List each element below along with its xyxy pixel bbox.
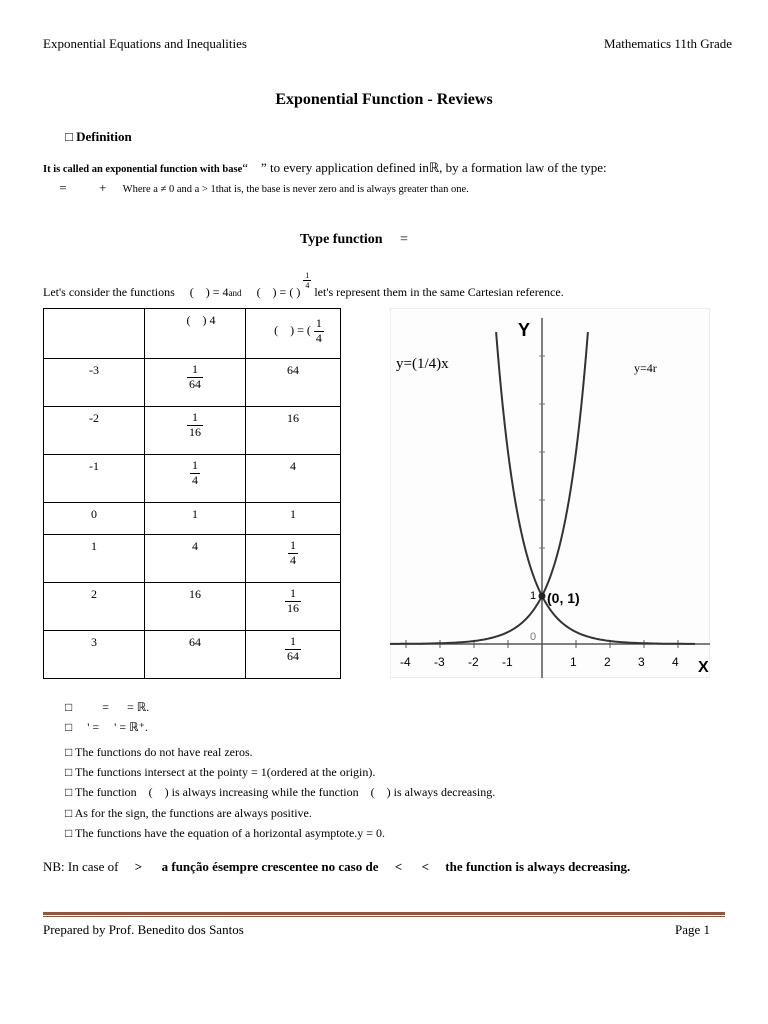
property-item: □ = = ℝ. <box>65 700 150 714</box>
cell-f: 16 <box>145 583 246 631</box>
cell-x: 2 <box>44 583 145 631</box>
property-item: □ As for the sign, the functions are always positive. <box>65 806 312 820</box>
cell-f <box>145 455 246 503</box>
square-bullet-icon: □ <box>65 765 76 779</box>
graph-svg <box>390 308 710 678</box>
cell-x: 0 <box>44 503 145 535</box>
definition-line-2: = + Where a ≠ 0 and a > 1that is, the base is never zero and is always greater than one. <box>43 180 469 195</box>
square-bullet-icon: □ <box>65 720 76 734</box>
definition-line-1: It is called an exponential function with base“ ” to every application defined inℝ, by a formation law of the type: <box>43 160 607 175</box>
header-right: Mathematics 11th Grade <box>603 36 732 51</box>
graph-label-right: y=4r <box>634 361 657 375</box>
square-bullet-icon: □ <box>65 700 76 714</box>
table-row <box>44 455 341 503</box>
cell-f: 64 <box>145 631 246 679</box>
y-tick-one: 1 <box>530 590 537 602</box>
cell-g: 64 <box>246 359 341 407</box>
table-row <box>44 583 341 631</box>
square-bullet-icon: □ <box>65 826 76 840</box>
property-item: □ The functions have the equation of a horizontal asymptote.y = 0. <box>65 826 386 840</box>
intersection-label: (0, 1) <box>547 590 580 606</box>
y-axis-label: Y <box>518 320 531 340</box>
footer-divider-thin <box>43 916 725 917</box>
x-tick-label: 2 <box>604 655 611 669</box>
x-tick-label: -2 <box>468 655 479 669</box>
fraction: $\frac{1}{16}$ <box>189 410 201 439</box>
values-table <box>43 308 341 679</box>
cell-g: 1 <box>246 503 341 535</box>
table-row <box>44 503 341 535</box>
cell-g <box>246 583 341 631</box>
consider-line: Let's consider the functions ( ) = 4and ( ) = ( ) $\frac{1}{4}$ let's represent them in the same Cartesian reference. <box>43 271 564 300</box>
property-item: □ The function ( ) is always increasing while the function ( ) is always decreasing. <box>65 785 496 799</box>
fraction: $\frac{1}{4}$ <box>290 538 296 567</box>
fraction: $\frac{1}{4}$ <box>192 458 198 487</box>
cell-x: 3 <box>44 631 145 679</box>
x-axis-label: X <box>698 659 709 676</box>
x-tick-label: 3 <box>638 655 645 669</box>
fraction: $\frac{1}{64}$ <box>287 634 299 663</box>
cell-g <box>246 535 341 583</box>
fraction: $\frac{1}{16}$ <box>287 586 299 615</box>
cell-f: 4 <box>145 535 246 583</box>
x-tick-label: -1 <box>502 655 513 669</box>
cell-g <box>246 631 341 679</box>
square-bullet-icon: □ <box>65 806 75 820</box>
nb-note: NB: In case of > a função ésempre crescentee no caso de < < the function is always decreasing. <box>43 859 631 874</box>
definition-heading: □ Definition <box>65 129 132 144</box>
header-f: ( ) 4 <box>145 309 246 359</box>
cell-g: 4 <box>246 455 341 503</box>
cell-g: 16 <box>246 407 341 455</box>
x-tick-label: -4 <box>400 655 411 669</box>
x-tick-label: 1 <box>570 655 577 669</box>
origin-label: 0 <box>530 631 537 643</box>
type-function: Type function = <box>300 232 426 247</box>
square-bullet-icon: □ <box>65 785 76 799</box>
page-title: Exponential Function - Reviews <box>275 91 493 108</box>
fraction: $\frac{1}{64}$ <box>189 362 201 391</box>
cell-x: -1 <box>44 455 145 503</box>
table-header-row <box>44 309 341 359</box>
table-row <box>44 359 341 407</box>
intersection-point <box>539 593 546 600</box>
x-tick-label: 4 <box>672 655 679 669</box>
cell-x: 1 <box>44 535 145 583</box>
square-bullet-icon: □ <box>65 129 77 144</box>
square-bullet-icon: □ <box>65 745 76 759</box>
property-item: □ ' = ' = ℝ⁺. <box>65 720 148 734</box>
cell-f <box>145 407 246 455</box>
cell-f <box>145 359 246 407</box>
footer-left: Prepared by Prof. Benedito dos Santos <box>43 922 244 937</box>
consider-fraction: $\frac{1}{4}$ <box>305 271 310 291</box>
cell-x: -3 <box>44 359 145 407</box>
cell-f: 1 <box>145 503 246 535</box>
property-item: □ The functions intersect at the pointy = 1(ordered at the origin). <box>65 765 376 779</box>
header-g: ( ) = ( $\frac{1}{4}$ <box>246 309 341 359</box>
property-item: □ The functions do not have real zeros. <box>65 745 253 759</box>
header-x <box>44 309 145 359</box>
exponential-graph <box>390 308 710 678</box>
footer-divider <box>43 912 725 915</box>
x-tick-label: -3 <box>434 655 445 669</box>
header-left: Exponential Equations and Inequalities <box>43 36 247 51</box>
cell-x: -2 <box>44 407 145 455</box>
header-g-fraction: $\frac{1}{4}$ <box>315 316 322 345</box>
page-number: Page 1 <box>674 922 710 937</box>
table-row <box>44 407 341 455</box>
table-row <box>44 535 341 583</box>
table-row <box>44 631 341 679</box>
graph-label-left: y=(1/4)x <box>396 356 449 372</box>
